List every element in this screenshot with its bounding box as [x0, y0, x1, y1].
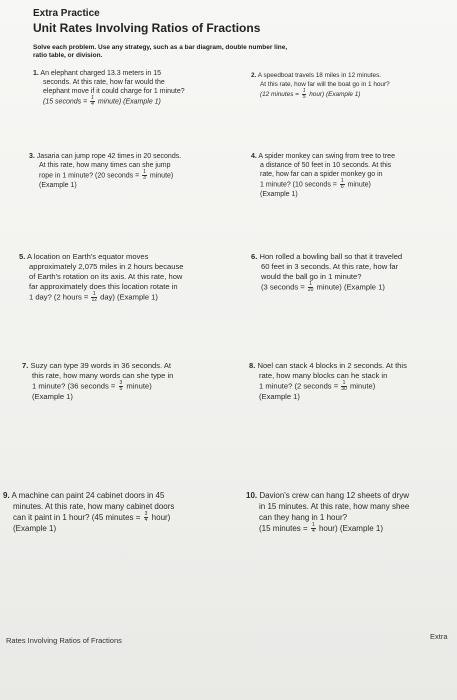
problem-number: 4. — [251, 153, 257, 160]
problem-text-line: far approximately does this location rotate in — [29, 282, 178, 291]
fraction: $\frac{1}{20}$ — [307, 281, 314, 293]
problem-text-line: Suzy can type 39 words in 36 seconds. At — [30, 361, 172, 370]
problem-text-line: this rate, how many words can she type in — [32, 371, 174, 380]
fraction: $\frac{1}{4}$ — [311, 522, 315, 535]
problem-hint: (15 minutes = $\frac{1}{4}$ hour) (Example 1) — [259, 522, 383, 535]
problem-text-line: of Earth's rotation on its axis. At this rate, how — [29, 272, 183, 281]
problem-text-line: Davion's crew can hang 12 sheets of dryw — [259, 491, 409, 500]
problem-text-line: seconds. At this rate, how far would the — [43, 79, 165, 86]
problem-number: 1. — [33, 70, 39, 77]
fraction: $\frac{1}{5}$ — [302, 88, 306, 100]
problem-number: 6. — [251, 252, 258, 261]
problem-number: 10. — [246, 491, 258, 500]
problem-text-line: At this rate, how many times can she jump — [39, 162, 171, 169]
problem-hint: can it paint in 1 hour? (45 minutes = $\frac{3}{4}$ hour) — [13, 511, 171, 524]
problem-text-line: A location on Earth's equator moves — [27, 252, 149, 261]
problem-number: 3. — [29, 153, 35, 160]
problem-hint: 1 minute? (36 seconds = $\frac{3}{5}$ minute) — [32, 380, 152, 392]
problem-text-line: A machine can paint 24 cabinet doors in 45 — [11, 491, 165, 500]
fraction: $\frac{3}{5}$ — [119, 380, 123, 392]
fraction: $\frac{1}{30}$ — [341, 380, 347, 392]
example-reference: (Example 1) — [260, 191, 298, 198]
problem-text-line: An elephant charged 13.3 meters in 15 — [40, 70, 162, 77]
fraction: $\frac{1}{12}$ — [91, 291, 97, 303]
problem-hint: rope in 1 minute? (20 seconds = $\frac{1}{3}$ minute) — [39, 169, 174, 181]
problem-number: 2. — [251, 72, 257, 79]
problem-number: 9. — [3, 491, 10, 500]
instructions-line-1: Solve each problem. Use any strategy, such as a bar diagram, double number line, — [33, 44, 288, 51]
instructions — [33, 44, 433, 60]
fraction: $\frac{1}{3}$ — [143, 169, 146, 181]
problem-text-line: A speedboat travels 18 miles in 12 minutes. — [257, 72, 382, 79]
problem-text-line: Hon rolled a bowling ball so that it traveled — [259, 252, 403, 261]
problem-text-line: 60 feet in 3 seconds. At this rate, how far — [261, 262, 399, 271]
problem-9 — [3, 490, 243, 534]
problem-2 — [251, 72, 451, 100]
problem-text-line: rate, how far can a spider monkey go in — [260, 171, 383, 178]
problem-text-line: would the ball go in 1 minute? — [261, 272, 362, 281]
problem-3 — [29, 152, 244, 190]
fraction: $\frac{1}{6}$ — [340, 178, 344, 190]
problem-7 — [22, 361, 244, 402]
problem-1 — [33, 69, 248, 107]
problem-text-line: At this rate, how far will the boat go in 1 hour? — [260, 80, 390, 88]
problem-hint: (12 minutes = $\frac{1}{5}$ hour) (Example 1) — [260, 88, 361, 100]
footer-right-label: Extra — [430, 632, 448, 641]
problem-5 — [19, 252, 244, 303]
problem-text-line: approximately 2,075 miles in 2 hours because — [29, 262, 184, 271]
problem-hint: 1 minute? (2 seconds = $\frac{1}{30}$ minute) — [259, 380, 376, 392]
problem-text-line: a distance of 50 feet in 10 seconds. At this — [260, 162, 392, 169]
problem-text-line: rate, how many blocks can he stack in — [259, 371, 388, 380]
problem-number: 5. — [19, 252, 26, 261]
example-reference: (Example 1) — [259, 392, 300, 401]
problem-text-line: Jasaria can jump rope 42 times in 20 seconds. — [36, 153, 182, 160]
worksheet-kicker: Extra Practice — [33, 8, 100, 19]
problem-text-line: minutes. At this rate, how many cabinet doors — [13, 502, 175, 511]
problem-hint: 1 day? (2 hours = $\frac{1}{12}$ day) (Example 1) — [29, 291, 158, 303]
instructions-line-2: ratio table, or division. — [33, 52, 103, 59]
problem-hint: (15 seconds = $\frac{1}{4}$ minute) (Example 1) — [43, 95, 161, 107]
problem-hint: (3 seconds = $\frac{1}{20}$ minute) (Example 1) — [261, 281, 385, 293]
fraction: $\frac{3}{4}$ — [144, 511, 148, 524]
problem-number: 8. — [249, 361, 256, 370]
problem-6 — [251, 252, 451, 293]
fraction: $\frac{1}{4}$ — [91, 95, 94, 107]
example-reference: (Example 1) — [13, 524, 57, 534]
problem-text-line: elephant move if it could charge for 1 minute? — [43, 88, 185, 95]
problem-text-line: A spider monkey can swing from tree to tree — [258, 153, 395, 160]
problem-8 — [249, 361, 457, 402]
problem-hint: 1 minute? (10 seconds = $\frac{1}{6}$ minute) — [260, 178, 371, 190]
problem-text-line: Noel can stack 4 blocks in 2 seconds. At this — [257, 361, 407, 370]
footer-title: Rates Involving Ratios of Fractions — [6, 636, 122, 645]
problem-4 — [251, 152, 451, 199]
problem-text-line: in 15 minutes. At this rate, how many shee — [259, 502, 410, 511]
example-reference: (Example 1) — [32, 392, 73, 401]
example-reference: (Example 1) — [39, 182, 77, 189]
problem-text-line: can they hang in 1 hour? — [259, 513, 348, 522]
problem-number: 7. — [22, 361, 29, 370]
worksheet-title: Unit Rates Involving Ratios of Fractions — [33, 21, 261, 35]
problem-10 — [246, 490, 457, 534]
